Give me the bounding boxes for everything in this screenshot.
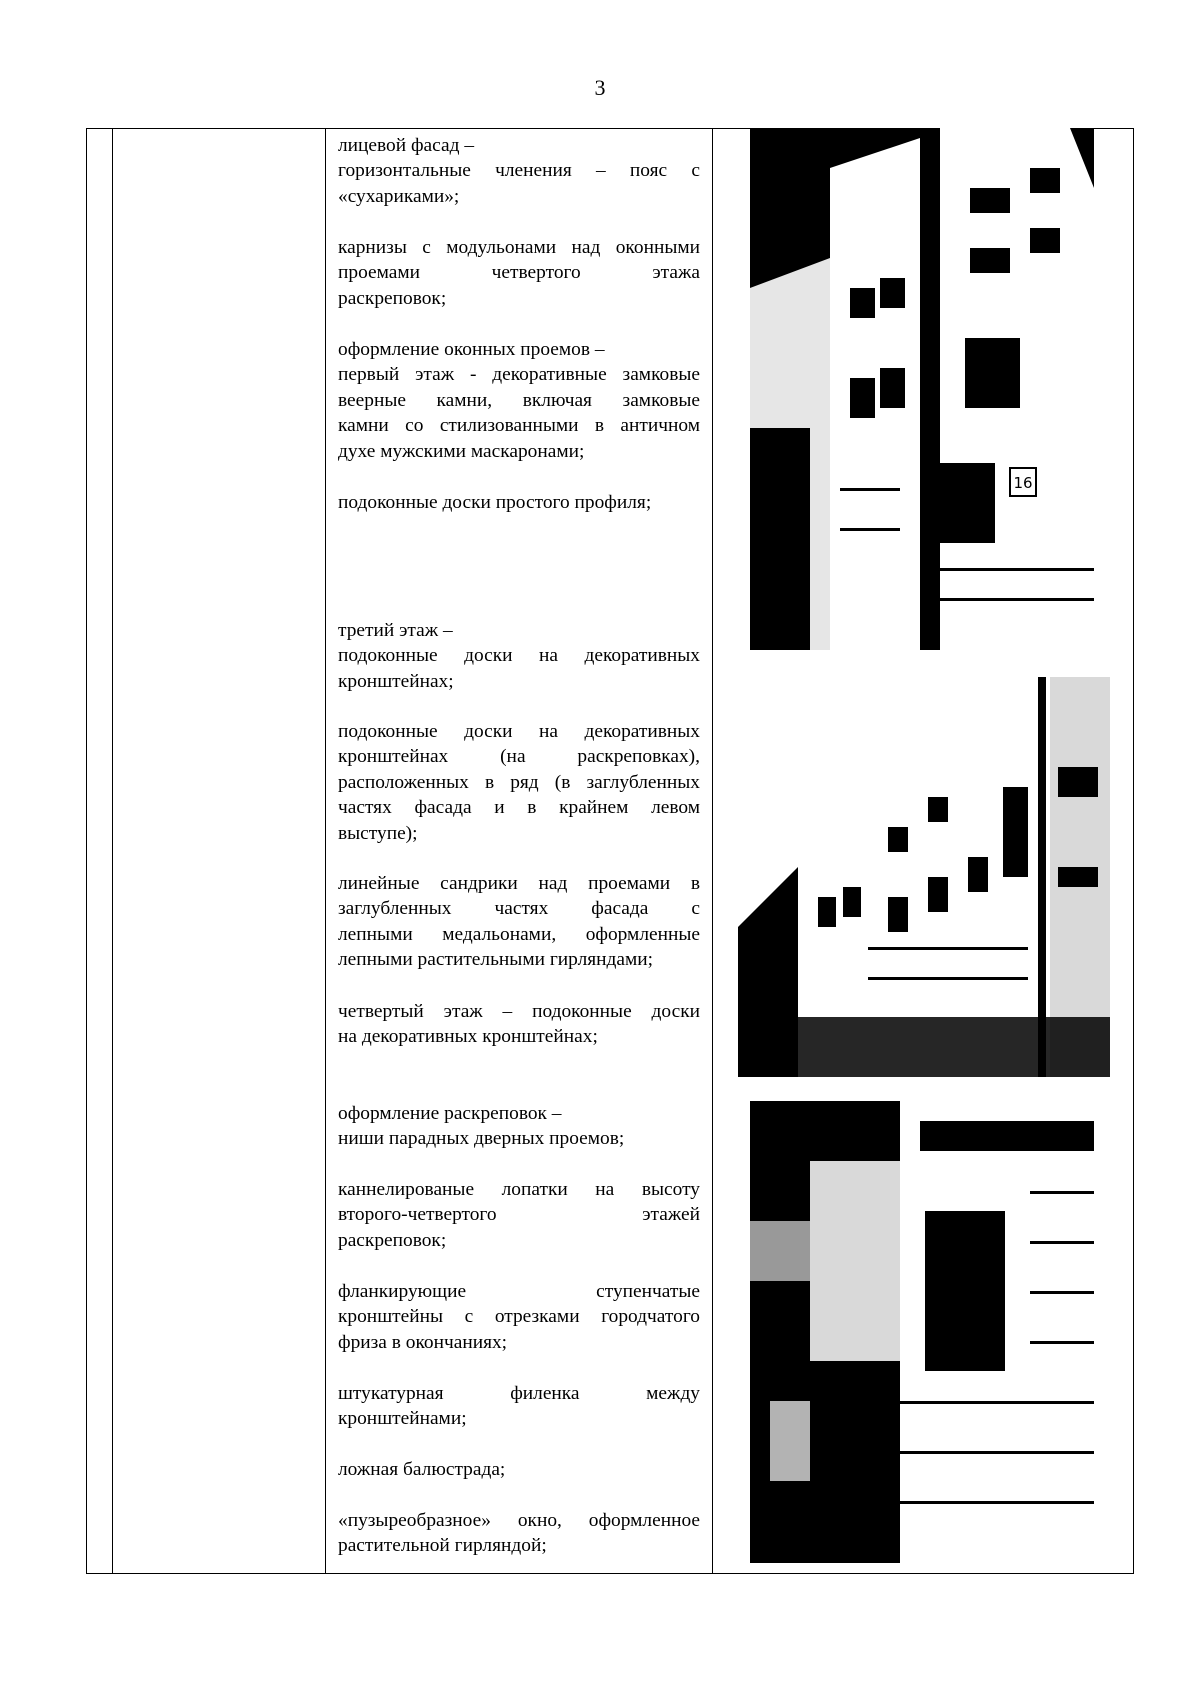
description-line: частях фасада и в крайнем левом: [338, 797, 700, 819]
table-column-divider-1: [112, 128, 113, 1574]
description-line: каннелированые лопатки на высоту: [338, 1179, 700, 1200]
description-line: оформление оконных проемов –: [338, 339, 605, 360]
description-block: [338, 1101, 700, 1152]
description-line: веерные камни, включая замковые: [338, 389, 700, 411]
description-block: [338, 618, 700, 694]
description-block: [338, 337, 700, 464]
page-number: 3: [594, 75, 606, 100]
description-line: кронштейны с отрезками городчатого: [338, 1306, 700, 1328]
description-line: ложная балюстрада;: [338, 1459, 506, 1480]
facade-photo-3-graphic: [750, 1101, 1094, 1563]
building-facade-photo-3: [750, 1101, 1094, 1563]
description-block: [338, 1508, 700, 1559]
description-line: кронштейнах;: [338, 670, 454, 692]
description-line: фриза в окончаниях;: [338, 1331, 508, 1353]
description-line: второго-четвертого этажей: [338, 1204, 700, 1226]
description-line: лицевой фасад –: [338, 135, 475, 156]
description-line: кронштейнах (на раскреповках),: [338, 746, 700, 768]
description-line: оформление раскреповок –: [338, 1103, 562, 1124]
description-line: первый этаж - декоративные замковые: [338, 364, 700, 386]
description-line: заглубленных частях фасада с: [338, 898, 700, 920]
description-block: [338, 133, 700, 209]
description-line: раскреповок;: [338, 1229, 447, 1251]
description-line: линейные сандрики над проемами в: [338, 873, 700, 894]
house-number-plate: 16: [1013, 474, 1033, 492]
description-line: выступе);: [338, 822, 418, 844]
description-line: проемами четвертого этажа: [338, 262, 700, 284]
description-block: [338, 1279, 700, 1355]
building-facade-photo-2: [738, 677, 1110, 1077]
description-line: лепными растительными гирляндами;: [338, 949, 654, 971]
description-line: расположенных в ряд (в заглубленных: [338, 771, 700, 793]
description-line: лепными медальонами, оформленные: [338, 923, 700, 945]
description-line: камни со стилизованными в античном: [338, 415, 700, 437]
description-line: «пузыреобразное» окно, оформленное: [338, 1510, 700, 1531]
building-facade-photo-1: [750, 128, 1094, 650]
description-line: горизонтальные членения – пояс с: [338, 160, 700, 182]
description-line: штукатурная филенка между: [338, 1383, 700, 1404]
description-line: карнизы с модульонами над оконными: [338, 237, 700, 258]
facade-photo-2-graphic: [738, 677, 1110, 1077]
description-line: подоконные доски на декоративных: [338, 645, 700, 667]
description-block: [338, 490, 700, 515]
description-line: подоконные доски простого профиля;: [338, 492, 652, 513]
description-block: [338, 871, 700, 973]
description-line: подоконные доски на декоративных: [338, 721, 700, 742]
description-line: на декоративных кронштейнах;: [338, 1026, 598, 1048]
description-line: четвертый этаж – подоконные доски: [338, 1001, 700, 1022]
description-block: [338, 1177, 700, 1253]
description-block: [338, 235, 700, 311]
description-line: ниши парадных дверных проемов;: [338, 1128, 625, 1150]
table-column-divider-3: [712, 128, 713, 1574]
description-line: «сухариками»;: [338, 185, 460, 207]
description-block: [338, 999, 700, 1050]
description-block: [338, 1381, 700, 1432]
table-column-divider-2: [325, 128, 326, 1574]
description-line: фланкирующие ступенчатые: [338, 1281, 700, 1302]
description-block: [338, 1457, 700, 1482]
description-line: растительной гирляндой;: [338, 1535, 547, 1557]
description-block: [338, 719, 700, 846]
description-line: духе мужскими маскаронами;: [338, 440, 585, 462]
description-line: кронштейнами;: [338, 1408, 467, 1430]
description-line: раскреповок;: [338, 287, 447, 309]
facade-photo-1-graphic: [750, 128, 1094, 650]
description-line: третий этаж –: [338, 620, 453, 641]
